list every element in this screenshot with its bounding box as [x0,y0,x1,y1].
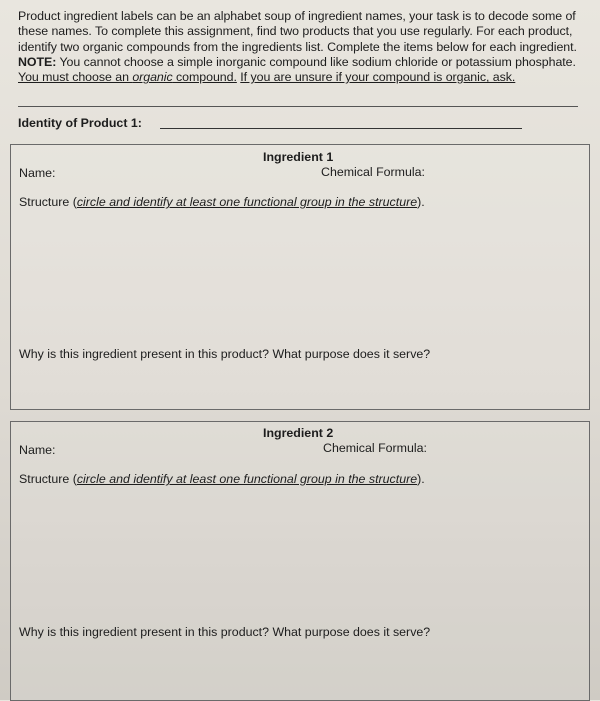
ingredient-1-formula-label: Chemical Formula: [321,165,425,179]
ingredient-2-title: Ingredient 2 [263,426,334,440]
product-identity-field[interactable] [160,128,522,129]
structure-hint: circle and identify at least one functional group in the structure [76,195,418,209]
product-identity-label: Identity of Product 1: [18,116,142,130]
ingredient-2-structure-label: Structure (circle and identify at least one functional group in the structure). [19,472,425,486]
ingredient-1-box [10,144,590,410]
instructions-paragraph [18,9,583,85]
structure-hint: circle and identify at least one functional group in the structure [76,472,418,486]
ingredient-1-title: Ingredient 1 [263,150,334,164]
ingredient-1-purpose-question: Why is this ingredient present in this product? What purpose does it serve? [19,347,431,361]
ingredient-2-name-label: Name: [19,443,56,457]
ingredient-2-formula-label: Chemical Formula: [323,441,427,455]
ask-instruction: If you are unsure if your compound is organic, ask. [240,70,516,85]
ingredient-2-box [10,421,590,701]
divider-line [18,106,578,107]
instructions-text: Product ingredient labels can be an alphabet soup of ingredient names, your task is to decode some of these names. To complete this assignment, find two products that you use regularly. For each product, identify two organic compounds from the ingredients list. Complete the items below for each ingredient. [18,9,577,54]
ingredient-1-name-label: Name: [19,166,56,180]
ingredient-2-purpose-question: Why is this ingredient present in this product? What purpose does it serve? [19,625,431,639]
note-label: NOTE: [18,54,57,69]
organic-requirement: You must choose an organic compound. [18,70,237,85]
note-text: You cannot choose a simple inorganic compound like sodium chloride or potassium phosphate. [59,54,576,69]
ingredient-1-structure-label: Structure (circle and identify at least one functional group in the structure). [19,195,425,209]
